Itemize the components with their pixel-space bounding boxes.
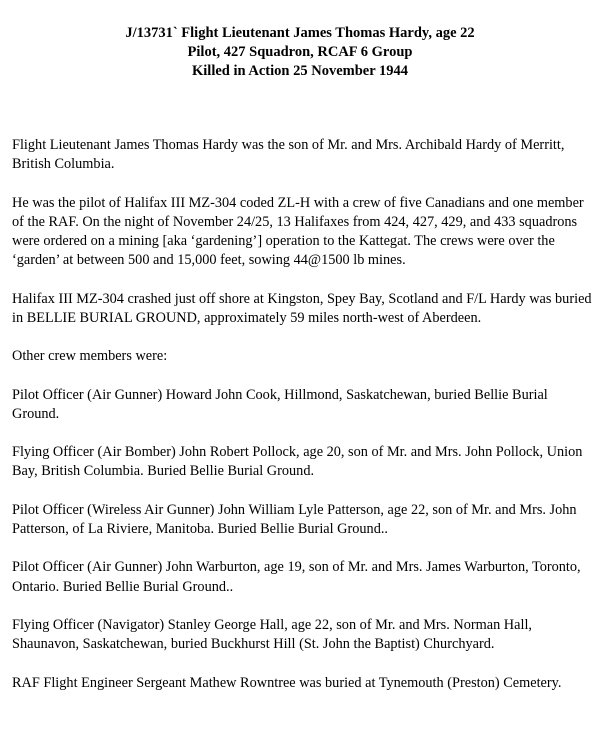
paragraph-operation: He was the pilot of Halifax III MZ-304 coded ZL-H with a crew of five Canadians and one member of the RAF. On the night of November 24/25, 13 Halifaxes from 424, 427, 429, and 433 squadrons were ordered on a mining [aka ‘gardening’] operation to the Kattegat. The crews were over the ‘garden’ at between 500 and 15,000 feet, sowing 44@1500 lb mines. [12,194,584,269]
paragraph-crew-intro: Other crew members were: [12,348,168,365]
paragraph-crew-hall: Flying Officer (Navigator) Stanley George Hall, age 22, son of Mr. and Mrs. Norman Hall, Shaunavon, Saskatchewan, buried Buckhurst Hill (St. John the Baptist) Churchyard. [12,616,532,653]
paragraph-crew-patterson: Pilot Officer (Wireless Air Gunner) John William Lyle Patterson, age 22, son of Mr. and Mrs. John Patterson, of La Riviere, Manitoba. Buried Bellie Burial Ground.. [12,501,577,537]
paragraph-parents: Flight Lieutenant James Thomas Hardy was the son of Mr. and Mrs. Archibald Hardy of Merritt, British Columbia. [12,137,565,173]
header-service-number-name: J/13731` Flight Lieutenant James Thomas Hardy, age 22 [125,25,475,41]
document-header [0,24,600,81]
header-date-killed: Killed in Action 25 November 1944 [191,63,409,79]
paragraph-crash: Halifax III MZ-304 crashed just off shore at Kingston, Spey Bay, Scotland and F/L Hardy was buried in BELLIE BURIAL GROUND, approximately 59 miles north-west of Aberdeen. [12,290,592,326]
paragraph-crew-warburton: Pilot Officer (Air Gunner) John Warburton, age 19, son of Mr. and Mrs. James Warburton, Toronto, Ontario. Buried Bellie Burial Ground.. [12,559,581,595]
paragraph-crew-cook: Pilot Officer (Air Gunner) Howard John Cook, Hillmond, Saskatchewan, buried Bellie Burial Ground. [12,386,548,422]
paragraph-crew-rowntree: RAF Flight Engineer Sergeant Mathew Rowntree was buried at Tynemouth (Preston) Cemetery. [12,674,562,691]
document-body [12,136,594,693]
header-unit: Pilot, 427 Squadron, RCAF 6 Group [187,44,413,60]
paragraph-crew-pollock: Flying Officer (Air Bomber) John Robert Pollock, age 20, son of Mr. and Mrs. John Pollock, Union Bay, British Columbia. Buried Bellie Burial Ground. [12,444,583,480]
